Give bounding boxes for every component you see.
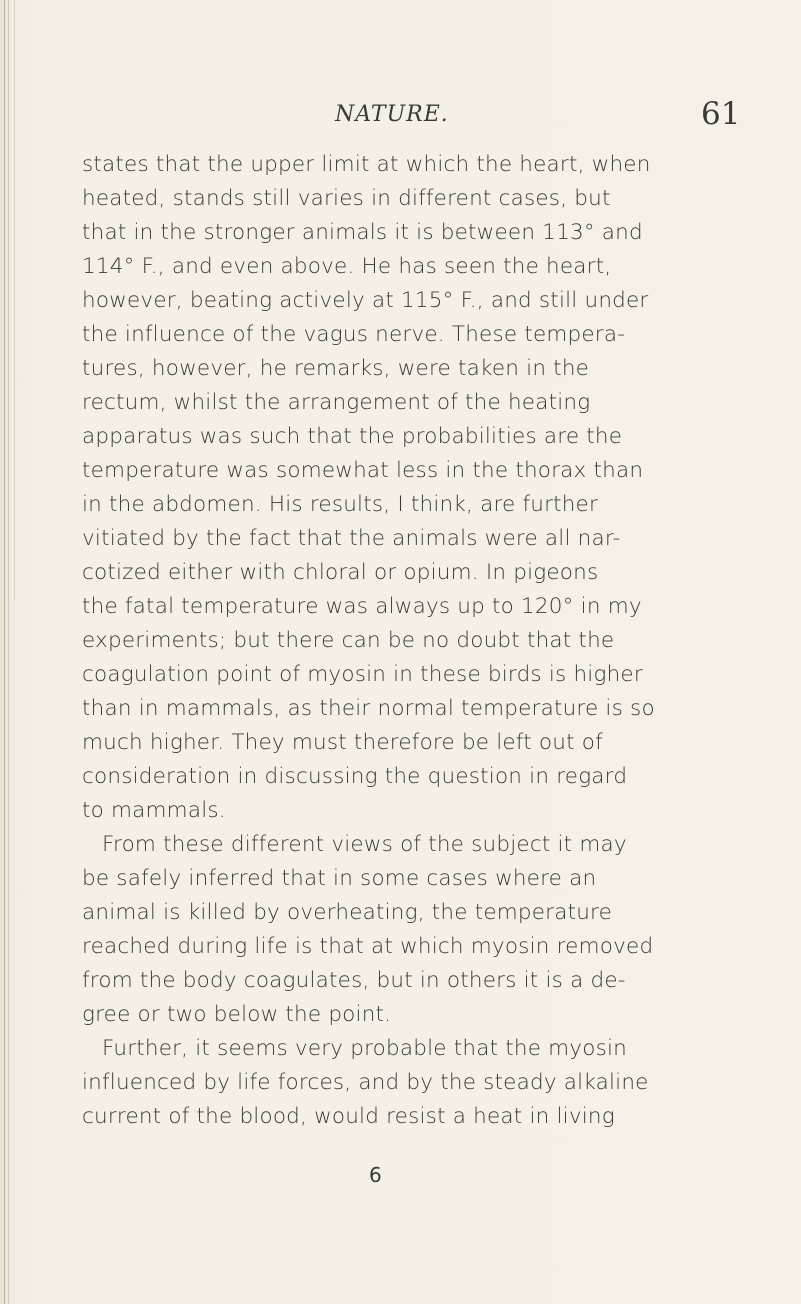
text-line: from the body coagulates, but in others it is a de- bbox=[82, 968, 626, 993]
text-line: apparatus was such that the probabilities are the bbox=[82, 424, 623, 449]
text-line: however, beating actively at 115° F., and still under bbox=[82, 288, 649, 313]
text-line: that in the stronger animals it is between 113° and bbox=[82, 220, 643, 245]
text-line: coagulation point of myosin in these birds is higher bbox=[82, 662, 643, 687]
page-header bbox=[0, 96, 801, 136]
signature-mark: 6 bbox=[369, 1163, 382, 1187]
text-line: much higher. They must therefore be left out of bbox=[82, 730, 603, 755]
page-edge-line bbox=[8, 0, 9, 1304]
text-line: 114° F., and even above. He has seen the heart, bbox=[82, 254, 612, 279]
page-number: 61 bbox=[701, 96, 741, 132]
text-line: be safely inferred that in some cases where an bbox=[82, 866, 597, 891]
text-line: vitiated by the fact that the animals were all nar- bbox=[82, 526, 621, 551]
text-line: animal is killed by overheating, the temperature bbox=[82, 900, 613, 925]
text-line: From these different views of the subject it may bbox=[102, 832, 627, 857]
text-line: influenced by life forces, and by the steady alkaline bbox=[82, 1070, 649, 1095]
text-line: than in mammals, as their normal temperature is so bbox=[82, 696, 655, 721]
page-edge-line bbox=[4, 0, 5, 1304]
text-line: reached during life is that at which myosin removed bbox=[82, 934, 654, 959]
text-line: heated, stands still varies in different cases, but bbox=[82, 186, 611, 211]
body-text bbox=[82, 148, 742, 1134]
text-line: the influence of the vagus nerve. These tempera- bbox=[82, 322, 626, 347]
text-line: consideration in discussing the question in regard bbox=[82, 764, 628, 789]
text-line: Further, it seems very probable that the myosin bbox=[102, 1036, 627, 1061]
text-line: tures, however, he remarks, were taken in the bbox=[82, 356, 590, 381]
running-title: NATURE. bbox=[335, 102, 449, 127]
text-line: the fatal temperature was always up to 120° in my bbox=[82, 594, 642, 619]
text-line: rectum, whilst the arrangement of the heating bbox=[82, 390, 591, 415]
text-line: current of the blood, would resist a heat in living bbox=[82, 1104, 615, 1129]
text-line: in the abdomen. His results, I think, are further bbox=[82, 492, 599, 517]
text-line: temperature was somewhat less in the thorax than bbox=[82, 458, 644, 483]
page-edge-line bbox=[14, 0, 15, 600]
text-line: experiments; but there can be no doubt that the bbox=[82, 628, 615, 653]
text-line: states that the upper limit at which the heart, when bbox=[82, 152, 651, 177]
text-line: cotized either with chloral or opium. In pigeons bbox=[82, 560, 599, 585]
text-line: to mammals. bbox=[82, 798, 226, 823]
text-line: gree or two below the point. bbox=[82, 1002, 392, 1027]
